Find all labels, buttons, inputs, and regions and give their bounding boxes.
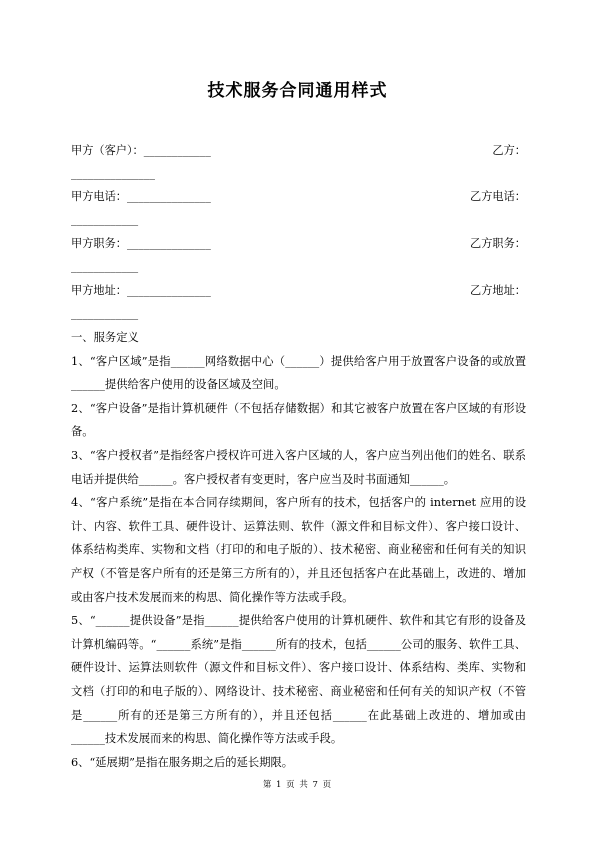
party-b-phone-label: 乙方电话： <box>470 190 526 203</box>
address-row <box>71 283 526 299</box>
party-b-address-blank: ____________ <box>71 307 139 320</box>
definition-paragraph-1: 1、“客户区域”是指______网络数据中心（______）提供给客户用于放置客户设备的或放置______提供给客户使用的设备区域及空间。 <box>71 354 526 392</box>
definition-paragraph-4: 4、“客户系统”是指在本合同存续期间，客户所有的技术，包括客户的 internet 应用的设计、内容、软件工具、硬件设计、运算法则、软件（源文件和目标文件）、客户接口设计、体系结构类库、实物和文档（打印的和电子版的）、技术秘密、商业秘密和任何有关的知识产权（不管是客户所有的还是第三方所有的），并且还包括客户在此基础上，改进的、增加或由客户技术发展而来的构思、简化操作等方法或手段。 <box>71 496 526 604</box>
party-a-phone-field: 甲方电话：_______________ <box>71 190 211 203</box>
party-a-customer-row <box>71 143 526 159</box>
party-b-position-blank: ____________ <box>71 260 139 273</box>
definition-paragraph-2: 2、“客户设备”是指计算机硬件（不包括存储数据）和其它被客户放置在客户区域的有形设备。 <box>71 401 526 439</box>
party-b-label: 乙方： <box>492 144 526 157</box>
party-b-phone-blank: ____________ <box>71 213 139 226</box>
phone-row <box>71 189 526 205</box>
section-heading: 一、服务定义 <box>71 331 139 344</box>
document-title: 技术服务合同通用样式 <box>207 81 388 101</box>
party-a-address-field: 甲方地址：_______________ <box>71 284 211 297</box>
definition-paragraph-5: 5、“______提供设备”是指______提供给客户使用的计算机硬件、软件和其它有形的设备及计算机编码等。“______系统”是指______所有的技术，包括______公司的服务、软件工具、硬件设计、运算法则软件（源文件和目标文件）、客户接口设计、体系结构、类库、实物和文档（打印的和电子版的）、网络设计、技术秘密、商业秘密和任何有关的知识产权（不管是______所有的还是第三方所有的），并且还包括______在此基础上改进的、增加或由______技术发展而来的构思、简化操作等方法或手段。 <box>71 614 526 746</box>
party-b-address-label: 乙方地址： <box>470 284 526 297</box>
party-a-position-field: 甲方职务：_______________ <box>71 237 211 250</box>
party-b-blank: _______________ <box>71 167 155 180</box>
definition-paragraph-6: 6、“延展期”是指在服务期之后的延长期限。 <box>71 755 294 769</box>
party-a-customer-field: 甲方（客户）：____________ <box>71 144 211 157</box>
contract-body <box>71 326 526 774</box>
page-number-footer: 第 1 页 共 7 页 <box>262 780 333 790</box>
party-b-position-label: 乙方职务： <box>470 237 526 250</box>
definition-paragraph-3: 3、“客户授权者”是指经客户授权许可进入客户区域的人，客户应当列出他们的姓名、联系电话并提供给______。客户授权者有变更时，客户应当及时书面通知______。 <box>71 448 526 486</box>
position-row <box>71 236 526 252</box>
